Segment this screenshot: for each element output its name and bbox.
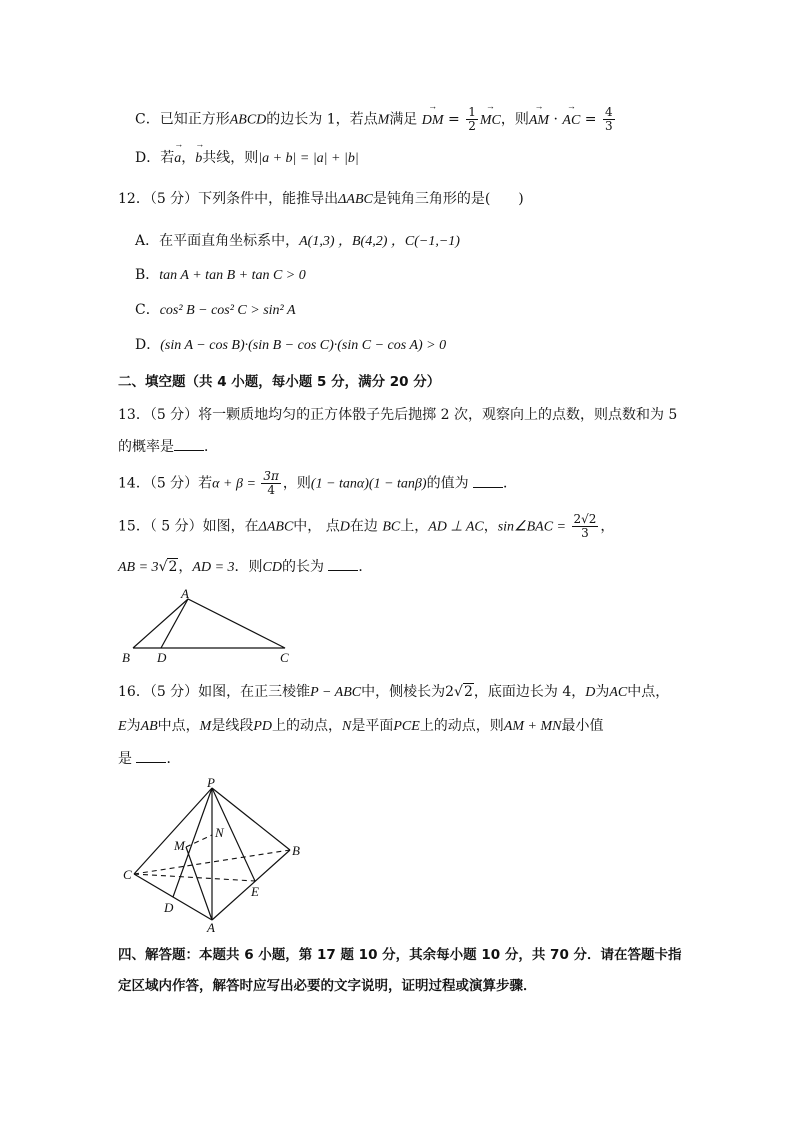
q12-stem: 12．（5 分）下列条件中，能推导出ΔABC是钝角三角形的是( ) bbox=[118, 191, 524, 207]
section-solutions-heading-line1: 四、解答题：本题共 6 小题，第 17 题 10 分，其余每小题 10 分，共 70 分．请在答题卡指 bbox=[118, 947, 682, 963]
label-m: M bbox=[174, 838, 185, 853]
label-a: A bbox=[207, 920, 215, 935]
triangle-abc bbox=[133, 599, 285, 648]
q15-line2: AB = 3√2，AD = 3．则CD的长为 ． bbox=[118, 559, 373, 575]
q12-option-b: B．tan A + tan B + tan C > 0 bbox=[135, 267, 306, 283]
label-c: C bbox=[123, 867, 132, 882]
label-b: B bbox=[292, 843, 300, 858]
answer-blank bbox=[473, 475, 503, 488]
q11-option-d: D．若→ a，→ b共线，则|a + b| = |a| + |b| bbox=[135, 148, 359, 169]
answer-blank bbox=[174, 438, 204, 451]
section-fill-in-heading: 二、填空题（共 4 小题，每小题 5 分，满分 20 分） bbox=[118, 374, 441, 390]
vector-mc: → MC bbox=[480, 111, 501, 131]
q15-triangle-figure bbox=[110, 585, 310, 670]
q16-line3: 是 ． bbox=[118, 751, 181, 767]
label-c: C bbox=[280, 650, 289, 665]
q11-option-c: C．已知正方形ABCD的边长为 1，若点M满足 → DM = $\frac{1}{2}$ → MC，则→ AM · → AC = $\frac{4}{3}$ bbox=[135, 106, 617, 133]
segment-ad bbox=[161, 599, 188, 648]
label-a: A bbox=[181, 586, 189, 601]
label-p: P bbox=[207, 775, 215, 790]
section-solutions-heading-line2: 定区域内作答，解答时应写出必要的文字说明，证明过程或演算步骤． bbox=[118, 978, 537, 994]
q14: 14．（5 分）若α + β = $\frac{3\pi}{4}$ ，则(1 − tanα)(1 − tanβ)的值为 ． bbox=[118, 469, 518, 497]
q12-option-a: A．在平面直角坐标系中，A(1,3) ，B(4,2) ，C(−1,−1) bbox=[135, 233, 460, 249]
q16-line1: 16．（5 分）如图，在正三棱锥P − ABC中，侧棱长为2√2，底面边长为 4，D为AC中点， bbox=[118, 684, 670, 700]
fraction-four-thirds: $\frac{4}{3}$ bbox=[604, 105, 613, 133]
vector-dm: → DM bbox=[422, 111, 444, 131]
q12-option-c: C．cos² B − cos² C > sin² A bbox=[135, 302, 296, 318]
q13-line1: 13．（5 分）将一颗质地均匀的正方体骰子先后抛掷 2 次，观察向上的点数，则点数和为 5 bbox=[118, 407, 678, 423]
vector-am: → AM bbox=[529, 111, 549, 131]
q15-line1: 15．（ 5 分）如图，在ΔABC中， 点D在边 BC上，AD ⊥ AC，sin∠BAC = $\frac{2√2}{3}$ ， bbox=[118, 512, 615, 540]
label-n: N bbox=[215, 825, 224, 840]
fraction-sin: $\frac{2√2}{3}$ bbox=[573, 512, 597, 540]
fraction-half: $\frac{1}{2}$ bbox=[468, 105, 476, 133]
answer-blank bbox=[136, 750, 166, 763]
answer-blank bbox=[328, 558, 358, 571]
label-e: E bbox=[251, 884, 259, 899]
label-d: D bbox=[164, 900, 174, 915]
vector-ac: → AC bbox=[562, 111, 580, 131]
q16-pyramid-figure bbox=[110, 775, 320, 935]
q16-line2: E为AB中点，M是线段PD上的动点，N是平面PCE上的动点，则AM + MN最小值 bbox=[118, 718, 604, 734]
label-d: D bbox=[157, 650, 167, 665]
q12-option-d: D．(sin A − cos B)·(sin B − cos C)·(sin C − cos A) > 0 bbox=[135, 337, 447, 353]
fraction-3pi-4: $\frac{3\pi}{4}$ bbox=[263, 469, 279, 497]
q13-line2: 的概率是 ． bbox=[118, 439, 218, 455]
label-b: B bbox=[122, 650, 130, 665]
